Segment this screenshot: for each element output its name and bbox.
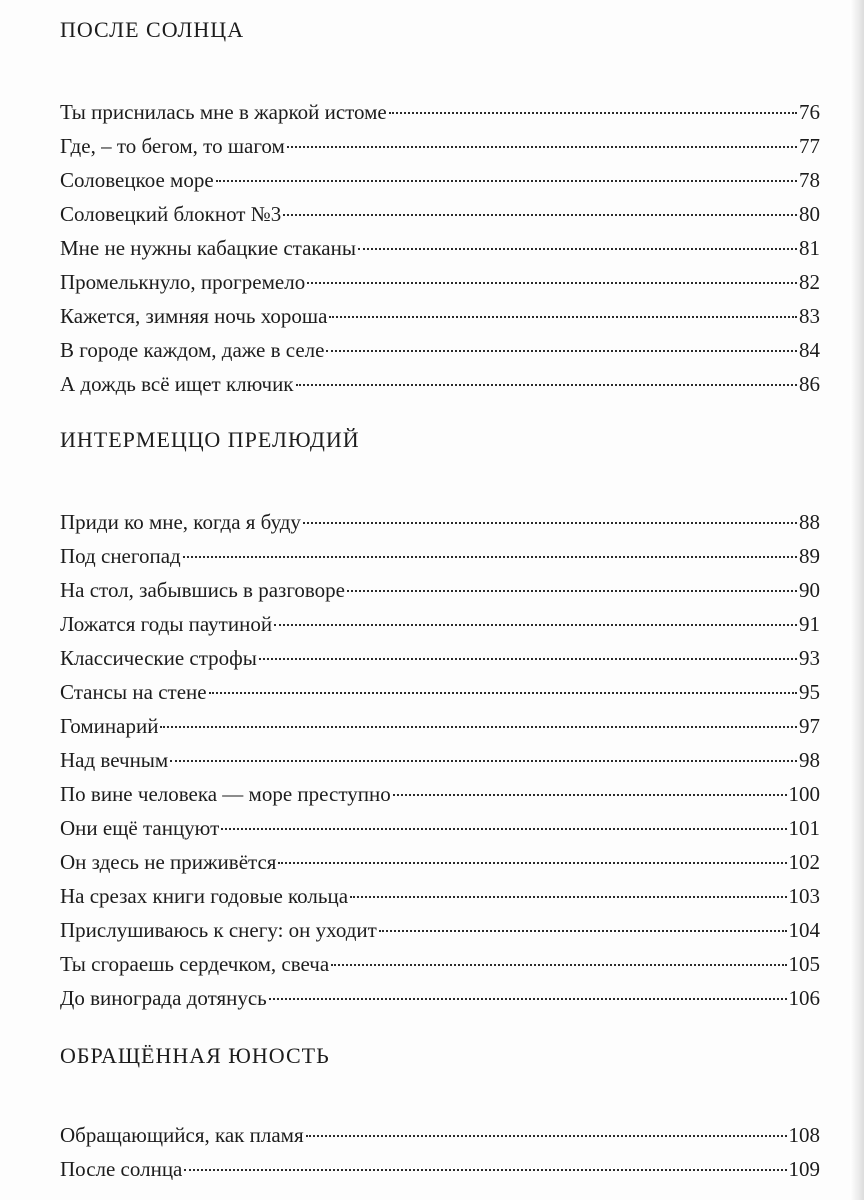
toc-entry <box>60 845 820 879</box>
page-number: 91 <box>799 612 820 636</box>
entry-title: Кажется, зимняя ночь хороша <box>60 304 328 328</box>
entry-title: Над вечным <box>60 748 169 772</box>
dot-leader <box>170 760 797 762</box>
dot-leader <box>278 862 786 864</box>
entry-title: Ты приснилась мне в жаркой истоме <box>60 100 387 124</box>
dot-leader <box>183 556 797 558</box>
entry-title: Соловецкое море <box>60 168 214 192</box>
toc-section-obrashchyonnaya-yunost <box>60 1036 820 1186</box>
dot-leader <box>347 590 797 592</box>
entry-title: Ты сгораешь сердечком, свеча <box>60 952 330 976</box>
page-number: 93 <box>799 646 820 670</box>
page-number: 101 <box>788 816 820 840</box>
entry-title: А дождь всё ищет ключик <box>60 372 294 396</box>
entry-title: Они ещё танцуют <box>60 816 220 840</box>
entry-title: Прислушиваюсь к снегу: он уходит <box>60 918 377 942</box>
page-number: 95 <box>799 680 820 704</box>
dot-leader <box>259 658 797 660</box>
toc-entry <box>60 573 820 607</box>
page-number: 86 <box>799 372 820 396</box>
toc-entries <box>60 1118 820 1186</box>
page-number: 98 <box>799 748 820 772</box>
toc-entry <box>60 95 820 129</box>
toc-entry <box>60 505 820 539</box>
toc-entry <box>60 709 820 743</box>
toc-entry <box>60 1152 820 1186</box>
dot-leader <box>269 998 787 1000</box>
entry-title: Ложатся годы паутиной <box>60 612 273 636</box>
toc-entry <box>60 299 820 333</box>
page-number: 100 <box>788 782 820 806</box>
dot-leader <box>221 828 786 830</box>
entry-title: На срезах книги годовые кольца <box>60 884 349 908</box>
page-number: 109 <box>788 1157 820 1181</box>
dot-leader <box>283 214 797 216</box>
page-number: 103 <box>788 884 820 908</box>
page-number: 108 <box>788 1123 820 1147</box>
entry-title: Где, – то бегом, то шагом <box>60 134 285 158</box>
section-title: ИНТЕРМЕЦЦО ПРЕЛЮДИЙ <box>60 427 360 452</box>
dot-leader <box>306 1135 787 1137</box>
dot-leader <box>303 522 797 524</box>
page-number: 97 <box>799 714 820 738</box>
toc-entry <box>60 1118 820 1152</box>
page-number: 106 <box>788 986 820 1010</box>
entry-title: Соловецкий блокнот №3 <box>60 202 282 226</box>
toc-entry <box>60 129 820 163</box>
page-number: 105 <box>788 952 820 976</box>
entry-title: После солнца <box>60 1157 183 1181</box>
page-number: 89 <box>799 544 820 568</box>
toc-entry <box>60 231 820 265</box>
toc-entry <box>60 777 820 811</box>
page-number: 102 <box>788 850 820 874</box>
toc-entry <box>60 641 820 675</box>
dot-leader <box>379 930 787 932</box>
page-number: 82 <box>799 270 820 294</box>
entry-title: Мне не нужны кабацкие стаканы <box>60 236 356 260</box>
page-number: 88 <box>799 510 820 534</box>
dot-leader <box>184 1169 786 1171</box>
section-title: ОБРАЩЁННАЯ ЮНОСТЬ <box>60 1043 330 1068</box>
toc-entry <box>60 539 820 573</box>
dot-leader <box>393 794 787 796</box>
entry-title: До винограда дотянусь <box>60 986 267 1010</box>
entry-title: Приди ко мне, когда я буду <box>60 510 301 534</box>
dot-leader <box>389 112 797 114</box>
page-number: 78 <box>799 168 820 192</box>
page-number: 83 <box>799 304 820 328</box>
toc-entry <box>60 265 820 299</box>
toc-section-intermetstso-prelyudiy <box>60 420 820 1015</box>
dot-leader <box>331 964 786 966</box>
dot-leader <box>350 896 786 898</box>
page-number: 81 <box>799 236 820 260</box>
dot-leader <box>216 180 797 182</box>
dot-leader <box>296 384 797 386</box>
toc-entries <box>60 95 820 401</box>
entry-title: Промелькнуло, прогремело <box>60 270 306 294</box>
toc-entry <box>60 913 820 947</box>
dot-leader <box>329 316 797 318</box>
dot-leader <box>358 248 797 250</box>
toc-entry <box>60 197 820 231</box>
page-edge-shadow <box>850 0 864 1200</box>
toc-entry <box>60 811 820 845</box>
page-number: 84 <box>799 338 820 362</box>
toc-entry <box>60 607 820 641</box>
toc-entry <box>60 981 820 1015</box>
entry-title: Под снегопад <box>60 544 181 568</box>
entry-title: Классические строфы <box>60 646 257 670</box>
page-number: 80 <box>799 202 820 226</box>
entry-title: Гоминарий <box>60 714 159 738</box>
entry-title: На стол, забывшись в разговоре <box>60 578 346 602</box>
toc-entry <box>60 675 820 709</box>
page-number: 90 <box>799 578 820 602</box>
dot-leader <box>307 282 797 284</box>
page-number: 77 <box>799 134 820 158</box>
dot-leader <box>326 350 797 352</box>
dot-leader <box>274 624 797 626</box>
toc-entry <box>60 333 820 367</box>
entry-title: В городе каждом, даже в селе <box>60 338 325 362</box>
toc-entry <box>60 947 820 981</box>
toc-entry <box>60 367 820 401</box>
toc-entries <box>60 505 820 1015</box>
toc-entry <box>60 879 820 913</box>
toc-entry <box>60 743 820 777</box>
toc-section-posle-solntsa <box>60 10 820 401</box>
dot-leader <box>209 692 797 694</box>
entry-title: Он здесь не приживётся <box>60 850 277 874</box>
entry-title: Обращающийся, как пламя <box>60 1123 304 1147</box>
section-title: ПОСЛЕ СОЛНЦА <box>60 17 245 42</box>
dot-leader <box>160 726 797 728</box>
page-number: 104 <box>788 918 820 942</box>
page-number: 76 <box>799 100 820 124</box>
entry-title: По вине человека — море преступно <box>60 782 391 806</box>
entry-title: Стансы на стене <box>60 680 207 704</box>
toc-entry <box>60 163 820 197</box>
dot-leader <box>287 146 797 148</box>
